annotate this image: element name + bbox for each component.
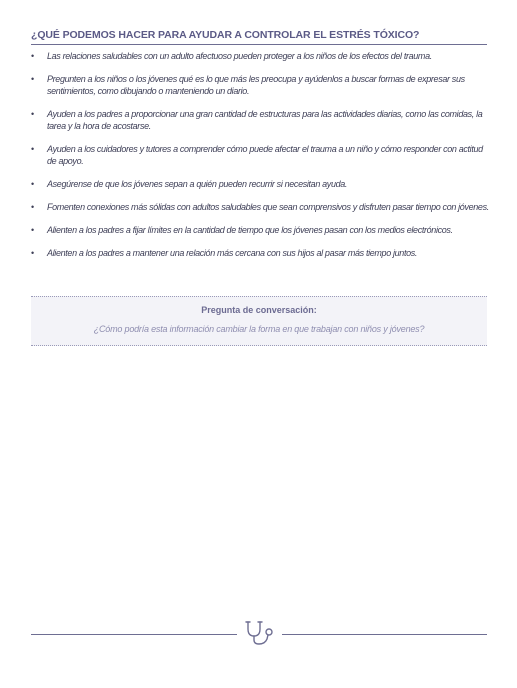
conversation-box	[31, 296, 487, 346]
list-item-text: Pregunten a los niños o los jóvenes qué es lo que más les preocupa y ayúdenlos a buscar formas de expresar sus sentimientos, como dibujando o manteniendo un diario.	[47, 74, 465, 96]
list-item-text: Ayuden a los padres a proporcionar una gran cantidad de estructuras para las actividades diarias, como las comidas, la tarea y la hora de acostarse.	[47, 109, 483, 131]
list-item-text: Asegúrense de que los jóvenes sepan a quién pueden recurrir si necesitan ayuda.	[47, 179, 348, 189]
conversation-question: ¿Cómo podría esta información cambiar la forma en que trabajan con niños y jóvenes?	[93, 324, 425, 334]
bullet-icon: •	[31, 248, 34, 258]
list-item	[31, 73, 489, 97]
tips-list	[31, 50, 489, 270]
list-item	[31, 247, 489, 259]
list-item-text: Ayuden a los cuidadores y tutores a comprender cómo puede afectar el trauma a un niño y cómo responder con actitud de apoyo.	[47, 144, 483, 166]
list-item	[31, 178, 489, 190]
list-item	[31, 50, 489, 62]
list-item-text: Las relaciones saludables con un adulto afectuoso pueden proteger a los niños de los efectos del trauma.	[47, 51, 432, 61]
bullet-icon: •	[31, 179, 34, 189]
bullet-icon: •	[31, 109, 34, 119]
list-item-text: Alienten a los padres a mantener una relación más cercana con sus hijos al pasar más tiempo juntos.	[47, 248, 418, 258]
footer-rule-left	[31, 634, 237, 635]
list-item	[31, 224, 489, 236]
bullet-icon: •	[31, 74, 34, 84]
conversation-title: Pregunta de conversación:	[201, 305, 317, 315]
stethoscope-icon	[242, 620, 278, 646]
footer-rule-right	[282, 634, 487, 635]
list-item-text: Fomenten conexiones más sólidas con adultos saludables que sean comprensivos y disfruten pasar tiempo con jóvenes.	[47, 202, 489, 212]
list-item	[31, 201, 489, 213]
bullet-icon: •	[31, 202, 34, 212]
bullet-icon: •	[31, 225, 34, 235]
list-item	[31, 143, 489, 167]
section-heading: ¿QUÉ PODEMOS HACER PARA AYUDAR A CONTROLAR EL ESTRÉS TÓXICO?	[31, 29, 487, 45]
bullet-icon: •	[31, 51, 34, 61]
bullet-icon: •	[31, 144, 34, 154]
list-item	[31, 108, 489, 132]
list-item-text: Alienten a los padres a fijar límites en la cantidad de tiempo que los jóvenes pasan con los medios electrónicos.	[47, 225, 453, 235]
